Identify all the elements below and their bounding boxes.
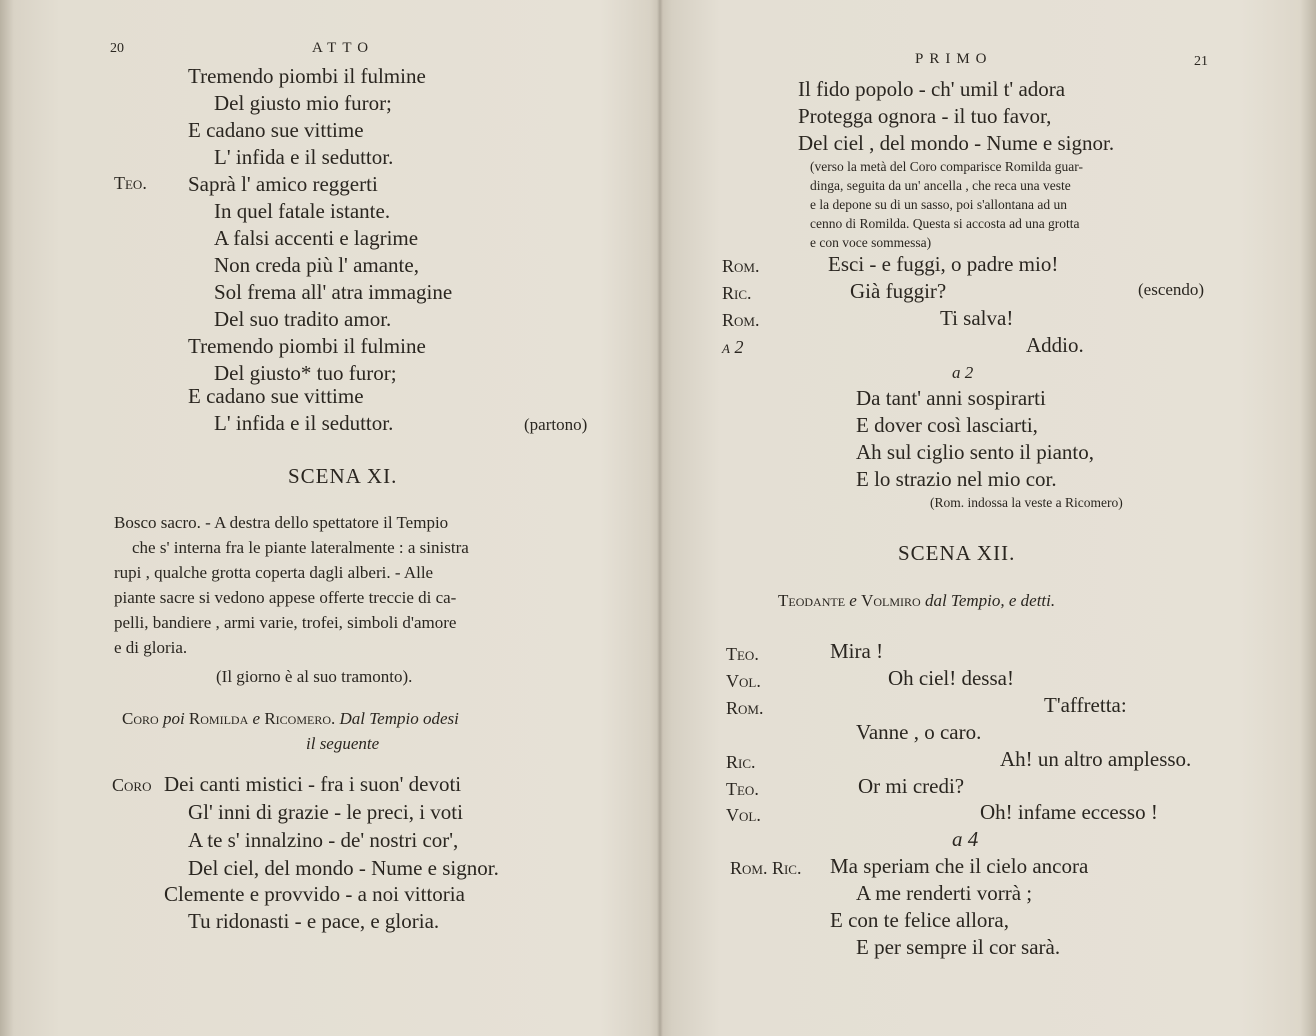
speaker-label: Teo. <box>726 779 759 799</box>
verse-line: A falsi accenti e lagrime <box>214 226 419 250</box>
setting-line: che s' interna fra le piante lateralmente : a sinistra <box>132 538 469 557</box>
setting-line: Bosco sacro. - A destra dello spettatore il Tempio <box>114 513 449 532</box>
dialogue-line: T'affretta: <box>1044 693 1127 717</box>
scene-title: SCENA XII. <box>898 541 1016 565</box>
stage-direction: (partono) <box>524 415 588 434</box>
cast-note: Coro poi Romilda e Ricomero. Dal Tempio odesi <box>122 709 459 728</box>
verse-line: Gl' inni di grazie - le preci, i voti <box>188 800 463 824</box>
speaker-label: Vol. <box>726 671 761 691</box>
verse-line: Dei canti mistici - fra i suon' devoti <box>164 772 462 796</box>
entrance-note: Teodante e Volmiro dal Tempio, e detti. <box>778 591 1056 610</box>
cast-note-cont: il seguente <box>306 734 380 753</box>
page-number: 21 <box>1194 54 1208 69</box>
verse-line: A me renderti vorrà ; <box>856 881 1033 905</box>
verse-line: Del suo tradito amor. <box>214 307 392 331</box>
a4-heading: a 4 <box>952 827 979 851</box>
setting-line: e di gloria. <box>114 638 188 657</box>
dialogue-line: Or mi credi? <box>858 774 965 798</box>
speaker-label: Rom. <box>726 698 764 718</box>
dialogue-line: Vanne , o caro. <box>856 720 982 744</box>
scene-title: SCENA XI. <box>288 464 398 488</box>
running-head: PRIMO <box>915 51 993 67</box>
speaker-label: Teo. <box>114 173 147 193</box>
verse-line: E dover così lasciarti, <box>856 413 1038 437</box>
speaker-label: Rom. Ric. <box>730 858 802 878</box>
dialogue-line: Ti salva! <box>940 306 1014 330</box>
time-note: (Il giorno è al suo tramonto). <box>216 667 413 686</box>
stage-direction-line: e con voce sommessa) <box>810 235 932 250</box>
verse-line: E cadano sue vittime <box>188 118 364 142</box>
stage-direction: (escendo) <box>1138 280 1205 299</box>
speaker-label: a 2 <box>722 337 744 357</box>
verse-line: A te s' innalzino - de' nostri cor', <box>188 828 459 852</box>
verse-line: E con te felice allora, <box>830 908 1009 932</box>
verse-line: Il fido popolo - ch' umil t' adora <box>798 77 1066 101</box>
stage-direction: (Rom. indossa la veste a Ricomero) <box>930 495 1123 510</box>
verse-line: Del giusto mio furor; <box>214 91 392 115</box>
speaker-label: Rom. <box>722 256 760 276</box>
verse-line: Del ciel , del mondo - Nume e signor. <box>798 131 1115 155</box>
a2-heading: a 2 <box>952 363 974 382</box>
verse-line: Saprà l' amico reggerti <box>188 172 378 196</box>
verse-line: In quel fatale istante. <box>214 199 391 223</box>
verse-line: Tremendo piombi il fulmine <box>188 334 426 358</box>
running-head: ATTO <box>312 40 375 56</box>
stage-direction-line: dinga, seguita da un' ancella , che reca una veste <box>810 178 1071 193</box>
verse-line: Sol frema all' atra immagine <box>214 280 453 304</box>
verse-line: E cadano sue vittime <box>188 384 364 408</box>
verse-line: Non creda più l' amante, <box>214 253 419 277</box>
verse-line: Protegga ognora - il tuo favor, <box>798 104 1052 128</box>
verse-line: Ah sul ciglio sento il pianto, <box>856 440 1094 464</box>
dialogue-line: Oh ciel! dessa! <box>888 666 1014 690</box>
verse-line: Ma speriam che il cielo ancora <box>830 854 1089 878</box>
verse-line: Tu ridonasti - e pace, e gloria. <box>188 909 440 933</box>
dialogue-line: Oh! infame eccesso ! <box>980 800 1158 824</box>
verse-line: Del giusto* tuo furor; <box>214 361 397 385</box>
dialogue-line: Mira ! <box>830 639 884 663</box>
stage-direction-line: e la depone su di un sasso, poi s'allontana ad un <box>810 197 1068 212</box>
speaker-label: Ric. <box>722 283 752 303</box>
verse-line: Tremendo piombi il fulmine <box>188 64 426 88</box>
verse-line: E per sempre il cor sarà. <box>856 935 1061 959</box>
page-number: 20 <box>110 41 124 56</box>
setting-line: piante sacre si vedono appese offerte treccie di ca- <box>114 588 457 607</box>
right-page <box>660 0 1316 1036</box>
dialogue-line: Già fuggir? <box>850 279 947 303</box>
dialogue-line: Esci - e fuggi, o padre mio! <box>828 252 1059 276</box>
stage-direction-line: cenno di Romilda. Questa si accosta ad una grotta <box>810 216 1080 231</box>
speaker-label: Teo. <box>726 644 759 664</box>
speaker-label: Rom. <box>722 310 760 330</box>
verse-line: E lo strazio nel mio cor. <box>856 467 1057 491</box>
dialogue-line: Addio. <box>1026 333 1084 357</box>
dialogue-line: Ah! un altro amplesso. <box>1000 747 1192 771</box>
verse-line: Da tant' anni sospirarti <box>856 386 1046 410</box>
speaker-label: Ric. <box>726 752 756 772</box>
verse-line: L' infida e il seduttor. <box>214 411 394 435</box>
verse-line: L' infida e il seduttor. <box>214 145 394 169</box>
verse-line: Del ciel, del mondo - Nume e signor. <box>188 856 499 880</box>
setting-line: pelli, bandiere , armi varie, trofei, simboli d'amore <box>114 613 457 632</box>
stage-direction-line: (verso la metà del Coro comparisce Romilda guar- <box>810 159 1084 174</box>
speaker-label: Vol. <box>726 805 761 825</box>
setting-line: rupi , qualche grotta coperta dagli alberi. - Alle <box>114 563 434 582</box>
speaker-label: Coro <box>112 775 152 795</box>
verse-line: Clemente e provvido - a noi vittoria <box>164 882 465 906</box>
